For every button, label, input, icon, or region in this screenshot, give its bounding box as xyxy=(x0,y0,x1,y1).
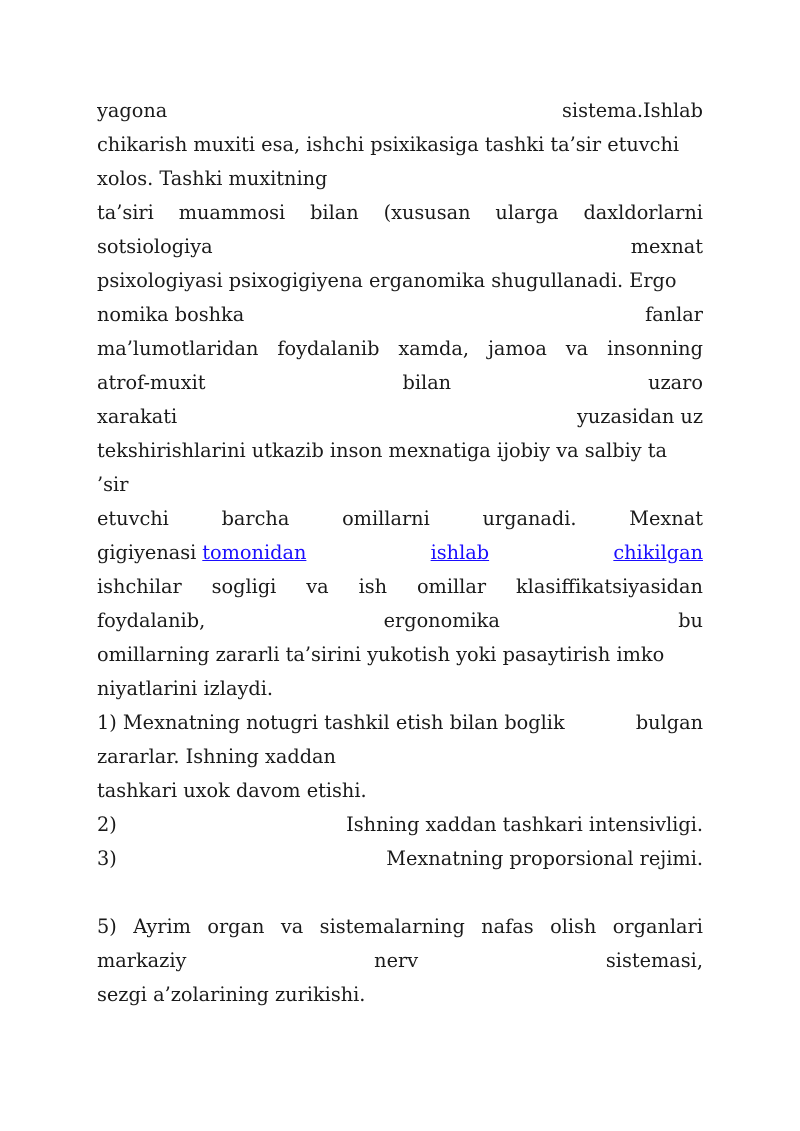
word: markaziy xyxy=(97,949,187,972)
word: organlari xyxy=(612,915,703,938)
text-line xyxy=(97,196,703,230)
text-line xyxy=(97,604,703,638)
link-word[interactable]: tomonidan xyxy=(202,541,307,564)
text-line xyxy=(97,468,703,502)
text-line-with-link xyxy=(97,536,703,570)
line-text: omillarning zararli ta’sirini yukotish yoki pasaytirish imko xyxy=(97,643,665,666)
line-text: niyatlarini izlaydi. xyxy=(97,677,273,700)
word: atrof-muxit xyxy=(97,371,206,394)
word: foydalanib, xyxy=(97,609,206,632)
text-line xyxy=(97,740,703,774)
text-line xyxy=(97,672,703,706)
text-line xyxy=(97,230,703,264)
list-item-5 xyxy=(97,910,703,944)
line-text: psixologiyasi psixogigiyena erganomika shugullanadi. Ergo xyxy=(97,269,677,292)
word: sistema.Ishlab xyxy=(562,99,703,122)
word: klasiffikatsiyasidan xyxy=(515,575,703,598)
word: muammosi xyxy=(178,201,286,224)
text-line xyxy=(97,400,703,434)
word: sistemalarning xyxy=(319,915,465,938)
line-text: zararlar. Ishning xaddan xyxy=(97,745,336,768)
word: ergonomika xyxy=(383,609,500,632)
link-word[interactable]: chikilgan xyxy=(613,541,703,564)
list-number: 2) xyxy=(97,813,117,836)
link-word[interactable]: ishlab xyxy=(430,541,490,564)
line-text: tashkari uxok davom etishi. xyxy=(97,779,367,802)
word: Mexnat xyxy=(629,507,703,530)
word: va xyxy=(306,575,329,598)
text-line xyxy=(97,264,703,298)
word: etuvchi xyxy=(97,507,169,530)
word: va xyxy=(565,337,589,360)
text-line xyxy=(97,570,703,604)
word: bilan xyxy=(402,371,452,394)
word: xamda, xyxy=(398,337,470,360)
word: foydalanib xyxy=(277,337,380,360)
text-line xyxy=(97,298,703,332)
word: yagona xyxy=(97,99,168,122)
word: barcha xyxy=(221,507,290,530)
text-line xyxy=(97,638,703,672)
word: bilan xyxy=(310,201,359,224)
word: bu xyxy=(678,609,703,632)
word: insonning xyxy=(607,337,703,360)
list-item-1 xyxy=(97,706,703,740)
line-text: sezgi a’zolarining zurikishi. xyxy=(97,983,366,1006)
line-text: ’sir xyxy=(97,473,129,496)
text-line xyxy=(97,128,703,162)
word: ish xyxy=(358,575,388,598)
list-item-2 xyxy=(97,808,703,842)
word: ularga xyxy=(495,201,559,224)
word: fanlar xyxy=(645,303,703,326)
word: bulgan xyxy=(635,711,703,734)
line-text: Mexnatning proporsional rejimi. xyxy=(386,847,703,870)
line-text: Ishning xaddan tashkari intensivligi. xyxy=(346,813,703,836)
hyperlink[interactable] xyxy=(202,536,703,570)
line-text: chikarish muxiti esa, ishchi psixikasiga tashki ta’sir etuvchi xyxy=(97,133,680,156)
text-line xyxy=(97,434,703,468)
word: organ xyxy=(207,915,265,938)
word: sistemasi, xyxy=(605,949,703,972)
list-number: 3) xyxy=(97,847,117,870)
text-line xyxy=(97,94,703,128)
list-number: 5) xyxy=(97,915,117,938)
text-line xyxy=(97,366,703,400)
word: sotsiologiya xyxy=(97,235,213,258)
word: daxldorlarni xyxy=(583,201,703,224)
word: omillarni xyxy=(342,507,430,530)
word: nerv xyxy=(374,949,419,972)
word: ishchilar xyxy=(97,575,182,598)
word: xarakati xyxy=(97,405,178,428)
line-text: 1) Mexnatning notugri tashkil etish bilan boglik xyxy=(97,711,565,734)
word: va xyxy=(280,915,304,938)
word: (xususan xyxy=(383,201,471,224)
text-line xyxy=(97,978,703,1012)
word: yuzasidan uz xyxy=(577,405,703,428)
text-line xyxy=(97,162,703,196)
list-item-3 xyxy=(97,842,703,876)
word: nafas xyxy=(481,915,534,938)
word: ma’lumotlaridan xyxy=(97,337,259,360)
text-line xyxy=(97,944,703,978)
document-page xyxy=(97,94,703,1012)
text-line xyxy=(97,774,703,808)
word: ta’siri xyxy=(97,201,154,224)
line-text: xolos. Tashki muxitning xyxy=(97,167,328,190)
word: Ayrim xyxy=(133,915,191,938)
list-item-4 xyxy=(97,876,703,910)
word: uzaro xyxy=(648,371,703,394)
line-text: tekshirishlarini utkazib inson mexnatiga ijobiy va salbiy ta xyxy=(97,439,668,462)
word: mexnat xyxy=(630,235,703,258)
text-line xyxy=(97,502,703,536)
word: gigiyenasi xyxy=(97,541,197,564)
word: jamoa xyxy=(487,337,547,360)
word: olish xyxy=(550,915,597,938)
text-line xyxy=(97,332,703,366)
word: nomika boshka xyxy=(97,303,245,326)
word: omillar xyxy=(416,575,487,598)
word: urganadi. xyxy=(482,507,577,530)
word: sogligi xyxy=(211,575,277,598)
